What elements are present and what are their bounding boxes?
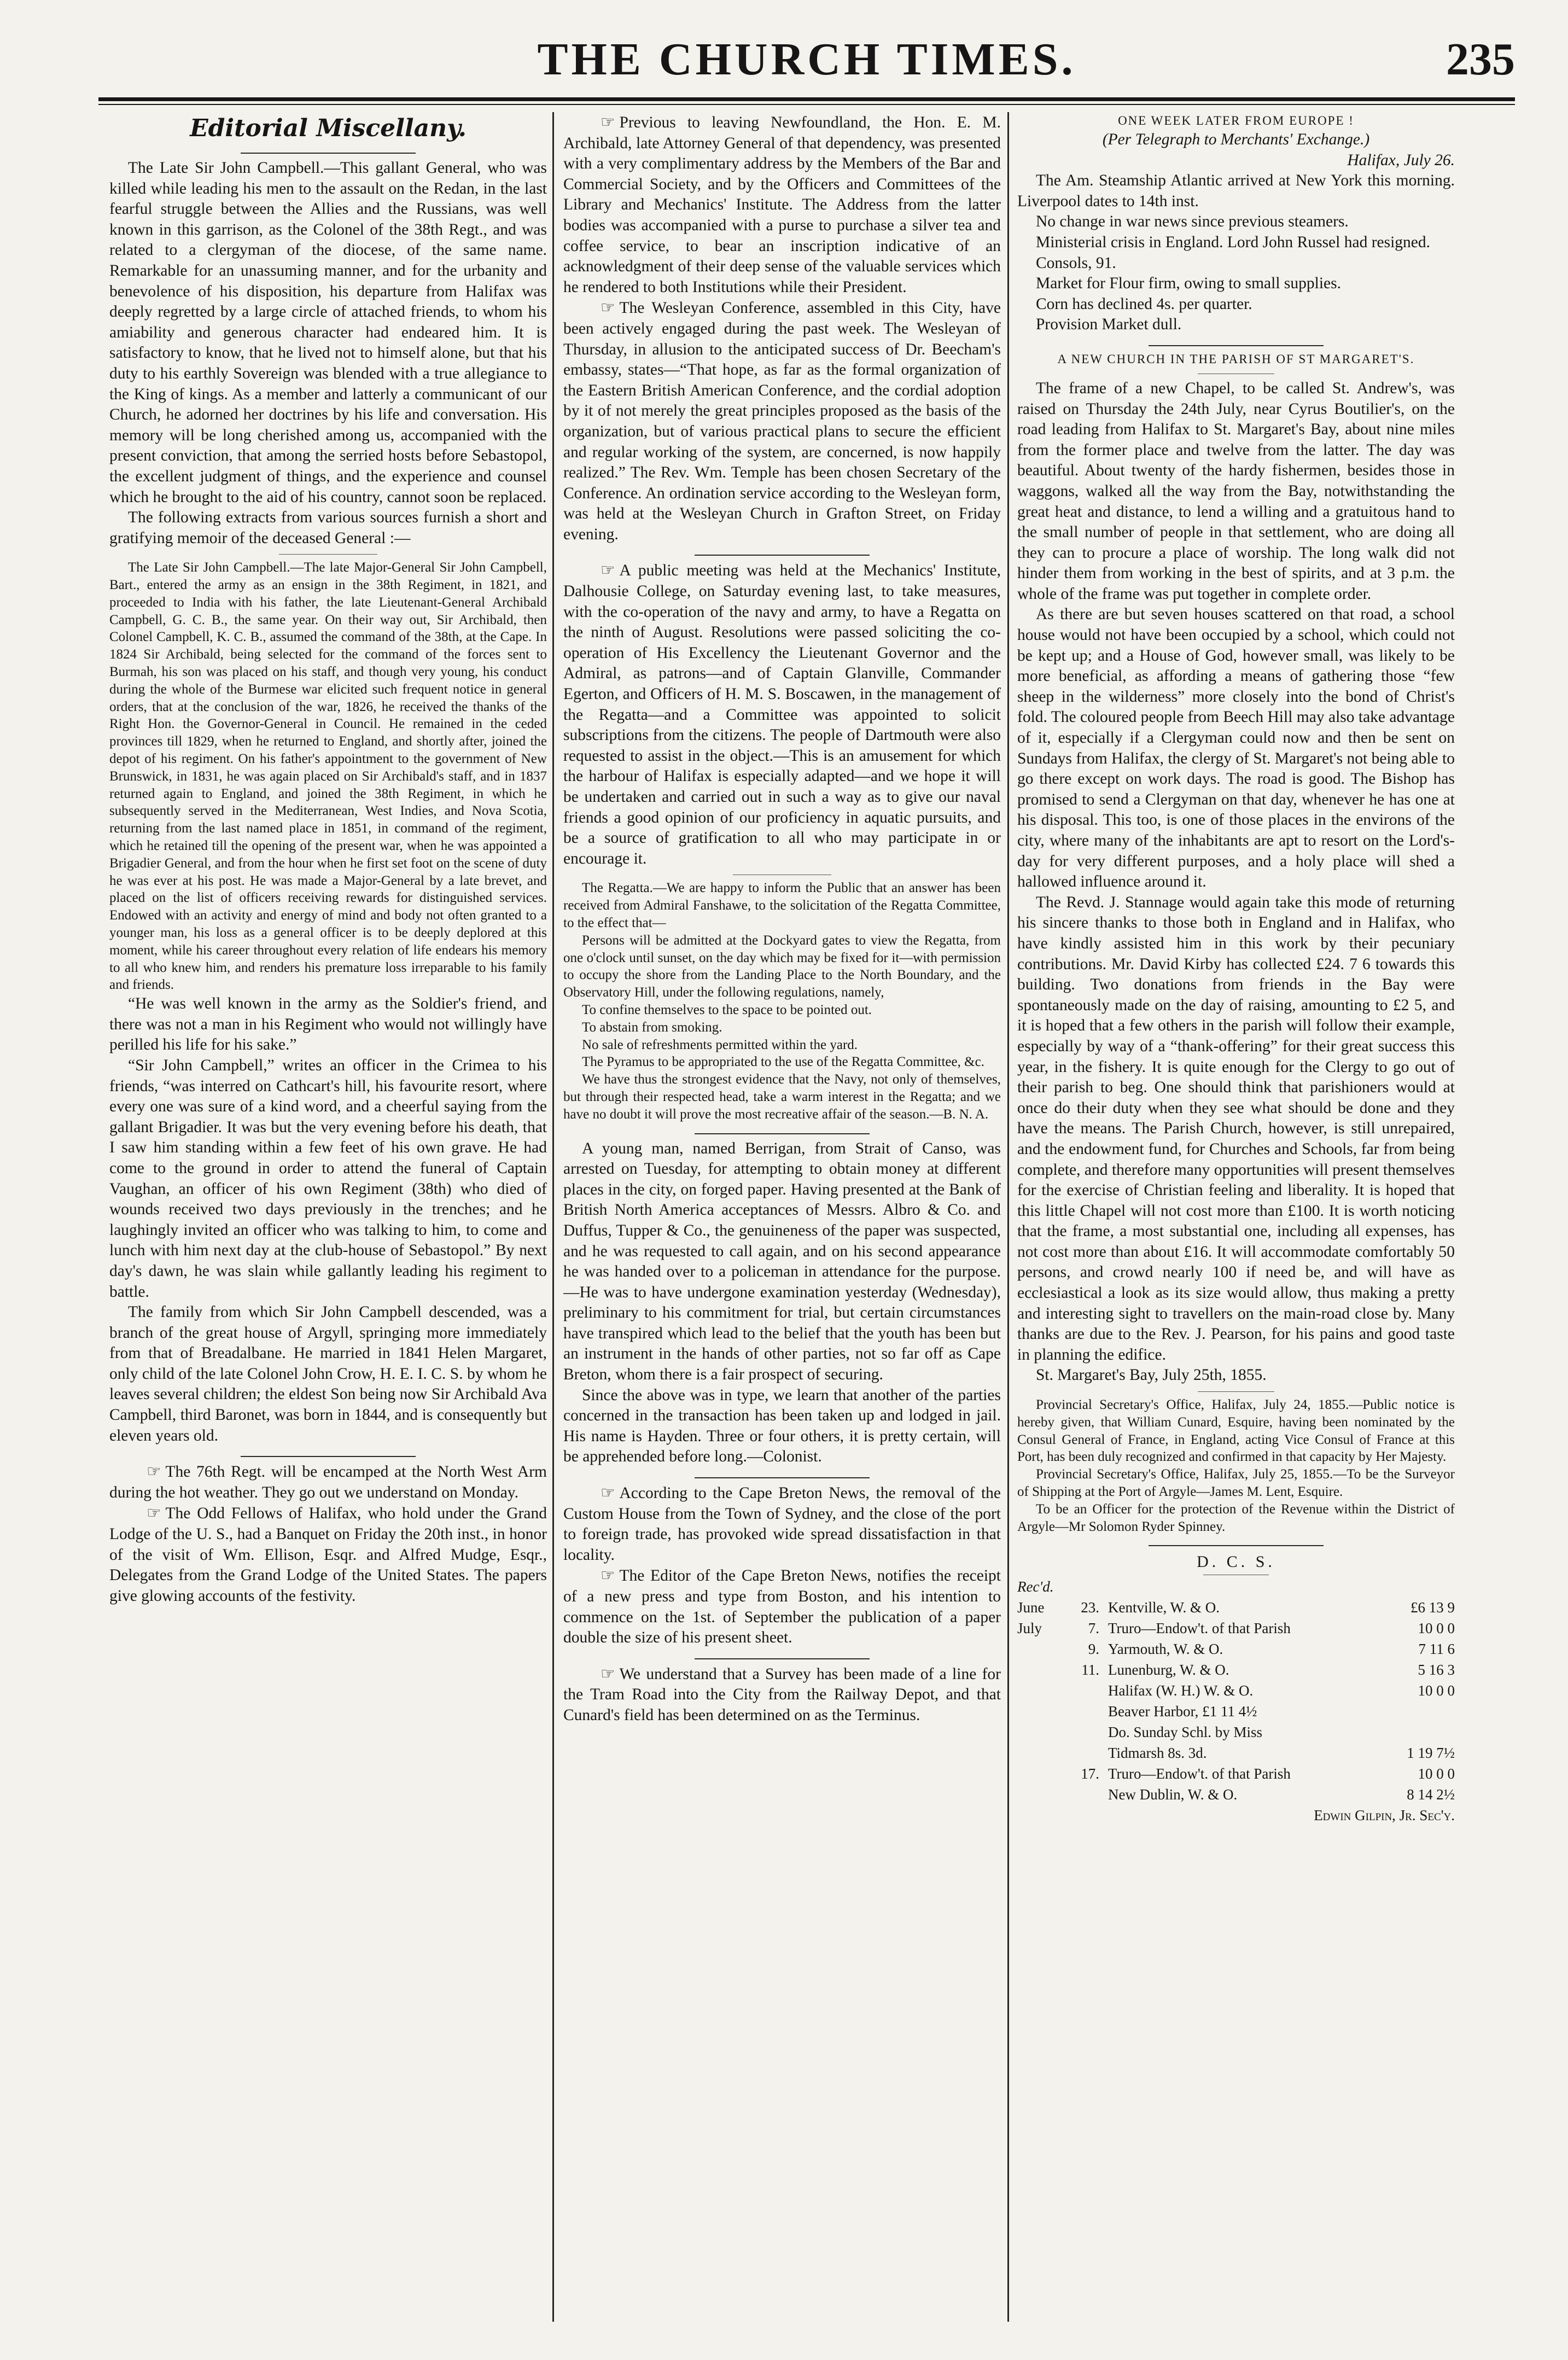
dcs-ledger [1017, 1552, 1455, 1826]
pointing-hand-icon: ☞ [601, 1566, 615, 1585]
notice-text: The Wesleyan Conference, assembled in this City, have been actively engaged during the past week. The Wesleyan of Thursday, in allusion to the anticipated success of Dr. Beecham's embassy, states—“That hope, as far as the formal organization of the Eastern British American Conference, and the cordial adoption by it of not merely the great principles proposed as the basis of the organization, but of various practical plans to secure the efficient and regular working of the system, are concerned, is now happily realized.” The Rev. Wm. Temple has been chosen Secretary of the Conference. An ordination service according to the Wesleyan form, was held at the Wesleyan Church in Grafton Street, on Friday evening. [563, 299, 1001, 543]
ledger-amount [1373, 1701, 1455, 1722]
ledger-month [1017, 1743, 1066, 1763]
wavy-divider [1149, 1540, 1324, 1546]
ledger-amount: 5 16 3 [1418, 1662, 1455, 1679]
notice-paragraph [563, 1565, 1001, 1648]
article-paragraph: The Late Sir John Campbell.—This gallant General, who was killed while leading his men to the assault on the Redan, in the last fearful struggle between the Allies and the Russians, was well known in this garrison, as the Colonel of the 38th Regt., and was related to a clergyman of the diocese, of the same name. Remarkable for an unassuming manner, and for the urbanity and benevolence of his disposition, his departure from Halifax was deeply regretted by a large circle of attached friends, to whom his amiability and generous character had endeared him. It is satisfactory to know, that he lived not to himself alone, but that his duty to his earthly Sovereign was blended with a true allegiance to the King of kings. As a member and latterly a communicant of our Church, he adorned her doctrines by his life and conversation. His memory will be long cherished among us, accompanied with the present conviction, that among the serried hosts before Sebastopol, the excellent judgment of things, and the experience and counsel which he brought to the aid of his country, cannot soon be replaced. [109, 159, 547, 506]
article-paragraph: The family from which Sir John Campbell descended, was a branch of the great house of Argyll, springing more immediately from that of Breadalbane. He married in 1841 Helen Margaret, only child of the late Colonel John Crow, H. E. I. C. S. by whom he leaves several children; the eldest Son being now Sir Archibald Ava Campbell, third Baronet, was born in 1844, and is consequently but eleven years old. [109, 1303, 547, 1444]
ledger-day [1066, 1701, 1108, 1722]
article-paragraph: The following extracts from various sources furnish a short and gratifying memoir of the deceased General :— [109, 509, 547, 547]
ledger-amount: 8 14 2½ [1407, 1786, 1455, 1803]
ledger-month: July [1017, 1620, 1042, 1637]
ledger-amount: 10 0 0 [1418, 1682, 1455, 1699]
notice-paragraph [109, 1461, 547, 1503]
ledger-row [1017, 1784, 1455, 1805]
ledger-description: Lunenburg, W. & O. [1108, 1662, 1229, 1679]
notice-paragraph [109, 1503, 547, 1606]
article-paragraph: The Late Sir John Campbell.—The late Major-General Sir John Campbell, Bart., entered the army as an ensign in the 38th Regiment, in 1821, and proceeded to India with his father, the late Lieutenant-General Archibald Campbell, G. C. B., the same year. On their way out, Sir Archibald, then Colonel Campbell, K. C. B., assumed the command of the 38th, at the Cape. In 1824 Sir Archibald, being selected for the command of the forces sent to Burmah, his son was placed on his staff, and though very young, his conduct during the whole of the Burmese war elicited such frequent notice in general orders, that at the conclusion of the war, 1826, he received the thanks of the Right Hon. the Governor-General in Council. He remained in the ceded provinces till 1829, when he returned to England, and shortly after, joined the depot of his regiment. On his father's appointment to the government of New Brunswick, in 1831, he was again placed on Sir Archibald's staff, and in 1837 returned again to England, and joined the 38th Regiment, in which he subsequently served in the Mediterranean, West Indies, and Nova Scotia, returning from the last named place in 1851, in command of the regiment, which he retained till the opening of the present war, when he was appointed a Brigadier General, and from the hour when he first set foot on the scene of duty he was ever at his post. He was made a Major-General by a late brevet, and placed on the list of officers receiving rewards for distinguished services. Endowed with an activity and energy of mind and body not often granted to a younger man, his loss as a general officer is to be deeply deplored at this moment, while his career throughout every relation of life endears his memory to all who knew him, and renders his premature loss irreparable to his family and friends. [109, 560, 547, 993]
ledger-row [1017, 1618, 1455, 1639]
pointing-hand-icon: ☞ [601, 1664, 615, 1683]
ledger-amount [1373, 1722, 1455, 1743]
article-paragraph: We have thus the strongest evidence that the Navy, not only of themselves, but through their respected head, take a warm interest in the Regatta; and we have no doubt it will prove the most recreative affair of the season.—B. N. A. [563, 1072, 1001, 1122]
wavy-divider [695, 1128, 870, 1134]
ledger-amount: 10 0 0 [1418, 1765, 1455, 1782]
ledger-description: Truro—Endow't. of that Parish [1108, 1620, 1291, 1637]
ledger-row [1017, 1743, 1455, 1763]
ledger-amount: 1 19 7½ [1407, 1745, 1455, 1762]
news-item: Consols, 91. [1036, 254, 1116, 272]
ledger-day: 17. [1081, 1765, 1099, 1782]
wavy-divider [695, 549, 870, 556]
notice-paragraph [563, 1483, 1001, 1565]
pointing-hand-icon: ☞ [601, 561, 615, 580]
ledger-signature: Edwin Gilpin, Jr. Sec'y. [1314, 1807, 1455, 1824]
news-item: Provision Market dull. [1036, 316, 1182, 334]
notice-text: Previous to leaving Newfoundland, the Hon. E. M. Archibald, late Attorney General of that dependency, was presented with a very complimentary address by the Members of the Bar and Commercial Society, and by the Officers and Committees of the Library and Mechanics' Institute. The Address from the latter bodies was accompanied with a purse to purchase a silver tea and coffee service, to bear an inscription indicative of an acknowledgment of their deep sense of the valuable services which he rendered to both Institutions while their President. [563, 114, 1001, 296]
divider [733, 873, 831, 875]
ledger-description: Beaver Harbor, £1 11 4½ [1108, 1703, 1257, 1720]
ledger-day: 11. [1081, 1662, 1099, 1679]
ledger-day [1066, 1784, 1108, 1805]
wavy-divider [241, 147, 416, 154]
divider [1198, 372, 1274, 374]
ledger-month [1017, 1639, 1066, 1659]
column-3 [1017, 112, 1455, 2322]
notice-text: The 76th Regt. will be encamped at the North West Arm during the hot weather. They go out we understand on Monday. [109, 1463, 547, 1501]
news-heading: A NEW CHURCH IN THE PARISH OF ST MARGARET'S. [1057, 352, 1415, 366]
masthead [98, 22, 1515, 104]
wavy-divider [241, 1450, 416, 1457]
article-paragraph: The Regatta.—We are happy to inform the Public that an answer has been received from Admiral Fanshawe, to the solicitation of the Regatta Committee, to the effect that— [563, 881, 1001, 930]
ledger-description: New Dublin, W. & O. [1108, 1786, 1238, 1803]
article-paragraph: To abstain from smoking. [582, 1019, 722, 1035]
dateline: Halifax, July 26. [1347, 151, 1455, 169]
wavy-divider [695, 1472, 870, 1478]
article-paragraph: Persons will be admitted at the Dockyard gates to view the Regatta, from one o'clock until sunset, on the day which may be fixed for it—with permission to occupy the shore from the Landing Place to the North Boundary, and the Observatory Hill, under the following regulations, namely, [563, 933, 1001, 1000]
column-divider [552, 112, 554, 2322]
ledger-description: Halifax (W. H.) W. & O. [1108, 1682, 1254, 1699]
notice-text: The Editor of the Cape Breton News, notifies the receipt of a new press and type from Boston, and his intention to commence on the 1st. of September the publication of a paper double the size of his present sheet. [563, 1567, 1001, 1647]
section-heading: Editorial Miscellany. [190, 114, 467, 142]
news-heading: ONE WEEK LATER FROM EUROPE ! [1118, 114, 1354, 127]
pointing-hand-icon: ☞ [601, 298, 615, 317]
ledger-description: Do. Sunday Schl. by Miss [1108, 1724, 1263, 1741]
notice-paragraph [563, 1664, 1001, 1726]
article-paragraph: The Pyramus to be appropriated to the use of the Regatta Committee, &c. [582, 1054, 984, 1070]
news-item: The Am. Steamship Atlantic arrived at New York this morning. Liverpool dates to 14th inst. [1017, 172, 1455, 210]
article-paragraph: To confine themselves to the space to be pointed out. [582, 1002, 872, 1017]
notice-paragraph [563, 560, 1001, 869]
ledger-month [1017, 1784, 1066, 1805]
notice-text: We understand that a Survey has been made of a line for the Tram Road into the City from the Railway Depot, and that Cunard's field has been determined on as the Terminus. [563, 1665, 1001, 1724]
ledger-row [1017, 1722, 1455, 1743]
ledger-row [1017, 1639, 1455, 1659]
column-divider [1007, 112, 1009, 2322]
notice-paragraph [563, 112, 1001, 298]
masthead-rule-thin [98, 104, 1515, 105]
notice-text: According to the Cape Breton News, the removal of the Custom House from the Town of Sydney, and the close of the port to foreign trade, has provoked wide spread dissatisfaction in that locality. [563, 1484, 1001, 1564]
ledger-day [1066, 1743, 1108, 1763]
ledger-amount: 7 11 6 [1418, 1641, 1455, 1658]
news-item: Market for Flour firm, owing to small supplies. [1036, 275, 1341, 293]
ledger-month [1017, 1701, 1066, 1722]
article-paragraph: The frame of a new Chapel, to be called St. Andrew's, was raised on Thursday the 24th July, near Cyrus Boutilier's, on the road leading from Halifax to St. Margaret's Bay, about nine miles from the former place and twelve from the latter. The day was beautiful. About twenty of the hardy fishermen, besides those in waggons, walked all the way from the Bay, notwithstanding the great heat and distance, to lend a willing and a gratuitous hand to the small number of people in that settlement, who are doing all they can to procure a place of worship. The long walk did not hinder them from working in the best of spirits, and at 3 p.m. the whole of the frame was put together in complete order. [1017, 379, 1455, 603]
ledger-day [1066, 1722, 1108, 1743]
ledger-month [1017, 1722, 1066, 1743]
official-notice: Provincial Secretary's Office, Halifax, July 25, 1855.—To be the Surveyor of Shipping at the Port of Argyle—James M. Lent, Esquire. [1017, 1467, 1455, 1500]
newspaper-title: THE CHURCH TIMES. [537, 34, 1076, 85]
notice-text: The Odd Fellows of Halifax, who hold under the Grand Lodge of the U. S., had a Banquet on Friday the 20th inst., in honor of the visit of Wm. Ellison, Esqr. and Alfred Mudge, Esqr., Delegates from the Grand Lodge of the United States. The papers give glowing accounts of the festivity. [109, 1505, 547, 1605]
divider [1203, 1574, 1269, 1575]
ledger-day: 23. [1081, 1599, 1099, 1616]
page-number: 235 [1446, 34, 1515, 85]
pointing-hand-icon: ☞ [147, 1462, 161, 1481]
notice-paragraph [563, 298, 1001, 545]
ledger-day [1066, 1680, 1108, 1701]
article-paragraph: A young man, named Berrigan, from Strait of Canso, was arrested on Tuesday, for attempting to obtain money at different places in the city, on forged paper. Having presented at the Bank of British North America acceptances of Messrs. Albro & Co. and Duffus, Tupper & Co., the genuineness of the paper was suspected, and he was requested to call again, and on his second appearance he was handed over to a policeman in attendance for the purpose.—He was to have undergone examination yesterday (Wednesday), preliminary to his commitment for trial, but certain circumstances have transpired which lead to the belief that the youth has been but an instrument in the hands of other parties, not so far off as Cape Breton, whom there is a fair prospect of securing. [563, 1139, 1001, 1384]
ledger-received-label: Rec'd. [1017, 1578, 1054, 1595]
divider [279, 553, 377, 555]
pointing-hand-icon: ☞ [601, 1483, 615, 1502]
official-notice: Provincial Secretary's Office, Halifax, July 24, 1855.—Public notice is hereby given, that William Cunard, Esquire, having been nominated by the Consul General of France, in England, acting Vice Consul of France at this Port, has been duly recognized and confirmed in that capacity by Her Majesty. [1017, 1397, 1455, 1465]
ledger-description: Truro—Endow't. of that Parish [1108, 1765, 1291, 1782]
pointing-hand-icon: ☞ [147, 1504, 161, 1523]
quote-paragraph: “Sir John Campbell,” writes an officer in the Crimea to his friends, “was interred on Cathcart's hill, his favourite resort, where every one was sure of a kind word, and a cheerful saying from the gallant Brigadier. It was but the very evening before his death, that I saw him standing within a few feet of his own grave. He had come to the ground in order to attend the funeral of Captain Vaughan, an officer of his own Regiment (38th) who died of wounds received two days previously in the trenches; and he laughingly invited an officer who was talking to him, to come and lunch with him next day at the club-house of Sebastopol.” By next day's dawn, he was slain while gallantly leading his regiment to battle. [109, 1056, 547, 1301]
ledger-row [1017, 1763, 1455, 1784]
column-1 [109, 112, 547, 2322]
masthead-rule [98, 97, 1515, 101]
article-paragraph: As there are but seven houses scattered on that road, a school house would not have been occupied by a school, which could not be kept up; and a House of God, however small, was likely to be more beneficial, as affording a means of gathering those “few sheep in the wilderness” more closely into the bond of Christ's fold. The coloured people from Beech Hill may also take advantage of it, especially if a Clergyman could now and then be sent on Sundays from Halifax, the clergy of St. Margaret's not being able to go there except on work days. The road is good. The Bishop has promised to send a Clergyman on that day, whenever he has one at his disposal. This too, is one of those places in the environs of the city, where many of the inhabitants are apt to resort on the Lord's-day for very different purposes, and a holy place will shed a hallowed influence around it. [1017, 605, 1455, 891]
pointing-hand-icon: ☞ [601, 113, 615, 131]
ledger-header: D. C. S. [1197, 1553, 1275, 1571]
news-item: No change in war news since previous steamers. [1036, 213, 1349, 231]
ledger-description: Kentville, W. & O. [1108, 1599, 1220, 1616]
ledger-description: Tidmarsh 8s. 3d. [1108, 1745, 1207, 1762]
ledger-row [1017, 1701, 1455, 1722]
news-subheading: (Per Telegraph to Merchants' Exchange.) [1102, 131, 1370, 148]
ledger-month [1017, 1659, 1066, 1680]
divider [1198, 1390, 1274, 1392]
notice-text: A public meeting was held at the Mechanics' Institute, Dalhousie College, on Saturday evening last, to take measures, with the co-operation of the navy and army, to have a Regatta on the ninth of August. Resolutions were passed soliciting the co-operation of His Excellency the Lieutenant Governor and the Admiral, as patrons—and of Captain Glanville, Commander Egerton, and Officers of H. M. S. Boscawen, in the management of the Regatta—and a Committee was appointed to solicit subscriptions from the citizens. The people of Dartmouth were also requested to assist in the object.—This is an amusement for which the harbour of Halifax is especially adapted—and we hope it will be undertaken and carried out in such a way as to give our naval friends a good opinion of our proficiency in aquatic pursuits, and be a source of gratification to all who may participate in or encourage it. [563, 562, 1001, 867]
ledger-amount: 10 0 0 [1418, 1620, 1455, 1637]
article-signature: St. Margaret's Bay, July 25th, 1855. [1036, 1366, 1267, 1384]
official-notice: To be an Officer for the protection of the Revenue within the District of Argyle—Mr Solomon Ryder Spinney. [1017, 1501, 1455, 1534]
ledger-description: Yarmouth, W. & O. [1108, 1641, 1223, 1658]
wavy-divider [695, 1653, 870, 1659]
ledger-month [1017, 1763, 1066, 1784]
ledger-row [1017, 1597, 1455, 1618]
ledger-row [1017, 1680, 1455, 1701]
article-paragraph: No sale of refreshments permitted within the yard. [582, 1037, 858, 1052]
news-item: Corn has declined 4s. per quarter. [1036, 295, 1252, 313]
ledger-row [1017, 1659, 1455, 1680]
news-item: Ministerial crisis in England. Lord John Russel had resigned. [1036, 233, 1431, 251]
article-paragraph: Since the above was in type, we learn that another of the parties concerned in the transaction has been taken up and lodged in jail. His name is Hayden. Three or four others, it is pretty certain, will be apprehended before long.—Colonist. [563, 1386, 1001, 1466]
ledger-month: June [1017, 1599, 1045, 1616]
column-2 [563, 112, 1001, 2322]
ledger-amount: £6 13 9 [1410, 1599, 1455, 1616]
wavy-divider [1149, 340, 1324, 346]
ledger-day: 7. [1088, 1620, 1099, 1637]
ledger-day: 9. [1088, 1641, 1099, 1658]
ledger-month [1017, 1680, 1066, 1701]
ledger-rows [1017, 1597, 1455, 1805]
quote-paragraph: “He was well known in the army as the Soldier's friend, and there was not a man in his Regiment who would not willingly have perilled his life for his sake.” [109, 995, 547, 1054]
article-paragraph: The Revd. J. Stannage would again take this mode of returning his sincere thanks to those both in England and in Halifax, who have kindly assisted him in this work by their pecuniary contributions. Mr. David Kirby has collected £24. 7 6 towards this building. Two donations from friends in the Bay were spontaneously made on the day of raising, amounting to £2 5, and it is hoped that a few others in the parish will follow their example, especially by way of a “thank-offering” for their great success this year, in the fishery. It is quite enough for the Clergy to go out of their parish to beg. One should think that parishioners would at once do their duty when they see what should be done and they have the means. The Parish Church, however, is still unrepaired, and the endowment fund, for Churches and Schools, far from being complete, and therefore many opportunities will present themselves for the exercise of Christian feeling and liberality. It is hoped that this little Chapel will not cost more than £100. It is worth noticing that the frame, a most substantial one, including all expenses, has not cost more than about £16. It will accommodate comfortably 50 persons, and crowd nearly 100 if need be, and will have as ecclesiastical a look as its size would allow, thus making a pretty and interesting sight to travellers on the main-road close by. Many thanks are due to the Rev. J. Pearson, for his pains and good taste in planning the edifice. [1017, 893, 1455, 1363]
